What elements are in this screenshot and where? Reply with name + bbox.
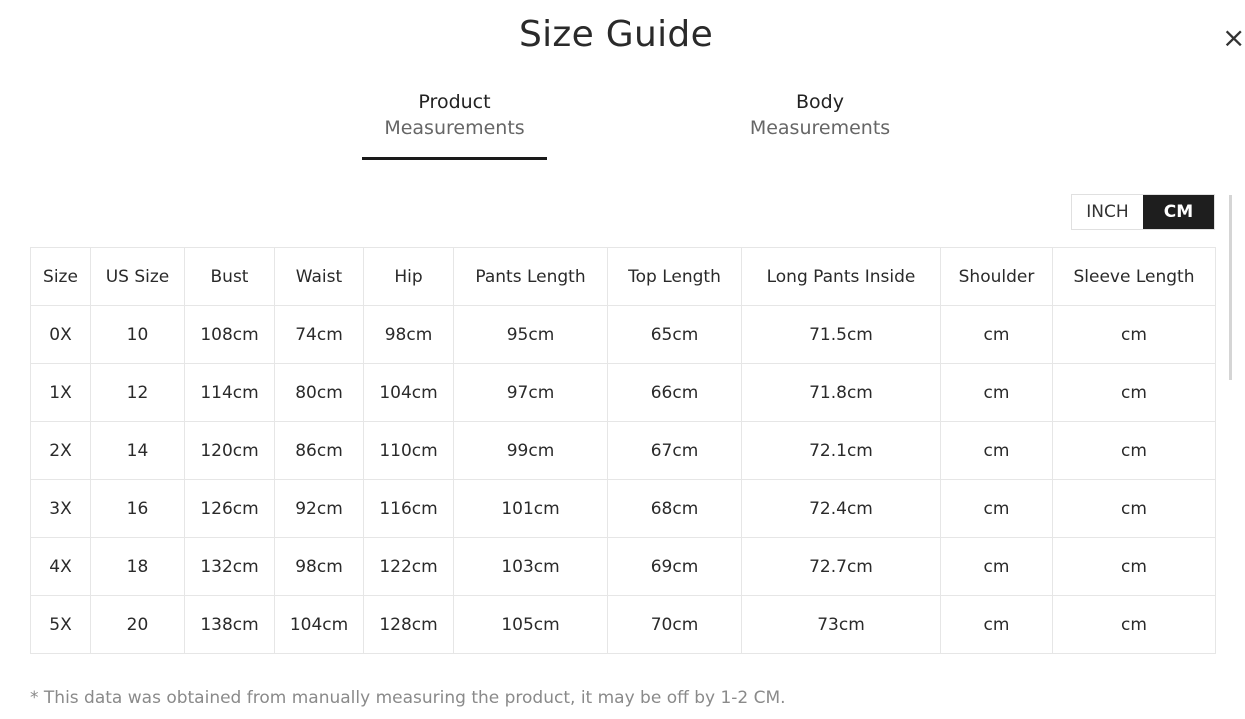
table-cell: 18	[91, 538, 185, 596]
table-row	[31, 364, 1216, 422]
table-cell: cm	[1053, 596, 1216, 654]
table-cell: cm	[1053, 364, 1216, 422]
table-cell: 104cm	[275, 596, 364, 654]
table-cell: 138cm	[185, 596, 275, 654]
table-cell: 132cm	[185, 538, 275, 596]
tab-body-measurements[interactable]	[735, 90, 905, 160]
table-cell: cm	[1053, 306, 1216, 364]
table-cell: 3X	[31, 480, 91, 538]
table-cell: 66cm	[608, 364, 742, 422]
measurement-footnote: * This data was obtained from manually measuring the product, it may be off by 1-2 CM.	[30, 688, 786, 708]
table-cell: 98cm	[275, 538, 364, 596]
table-cell: 116cm	[364, 480, 454, 538]
table-cell: 2X	[31, 422, 91, 480]
table-cell: cm	[941, 364, 1053, 422]
table-cell: 80cm	[275, 364, 364, 422]
table-cell: 126cm	[185, 480, 275, 538]
table-cell: 73cm	[742, 596, 941, 654]
table-cell: 128cm	[364, 596, 454, 654]
table-cell: 65cm	[608, 306, 742, 364]
column-header: US Size	[91, 248, 185, 306]
scrollbar[interactable]	[1229, 195, 1232, 380]
column-header: Top Length	[608, 248, 742, 306]
table-cell: cm	[941, 596, 1053, 654]
table-cell: 86cm	[275, 422, 364, 480]
table-cell: 4X	[31, 538, 91, 596]
table-cell: 103cm	[454, 538, 608, 596]
table-cell: 1X	[31, 364, 91, 422]
column-header: Bust	[185, 248, 275, 306]
table-cell: 122cm	[364, 538, 454, 596]
column-header: Sleeve Length	[1053, 248, 1216, 306]
tab-label-line2: Measurements	[384, 117, 525, 139]
table-cell: 97cm	[454, 364, 608, 422]
table-cell: 20	[91, 596, 185, 654]
table-cell: 99cm	[454, 422, 608, 480]
modal-title: Size Guide	[518, 14, 714, 55]
tab-label-line1: Product	[418, 91, 491, 113]
table-cell: cm	[941, 480, 1053, 538]
table-cell: 5X	[31, 596, 91, 654]
table-cell: 72.4cm	[742, 480, 941, 538]
table-cell: 120cm	[185, 422, 275, 480]
table-cell: 108cm	[185, 306, 275, 364]
table-cell: cm	[1053, 422, 1216, 480]
table-cell: 114cm	[185, 364, 275, 422]
table-cell: 101cm	[454, 480, 608, 538]
table-cell: 98cm	[364, 306, 454, 364]
tab-product-measurements[interactable]	[362, 90, 547, 160]
table-row	[31, 422, 1216, 480]
active-tab-indicator	[362, 157, 547, 160]
unit-toggle	[1071, 194, 1215, 230]
table-cell: 10	[91, 306, 185, 364]
table-cell: 72.1cm	[742, 422, 941, 480]
column-header: Hip	[364, 248, 454, 306]
table-cell: 14	[91, 422, 185, 480]
table-cell: 105cm	[454, 596, 608, 654]
close-icon[interactable]: ×	[1222, 21, 1245, 54]
table-cell: cm	[941, 422, 1053, 480]
table-cell: 69cm	[608, 538, 742, 596]
column-header: Shoulder	[941, 248, 1053, 306]
table-cell: 70cm	[608, 596, 742, 654]
tab-label-line2: Measurements	[749, 117, 891, 139]
table-cell: 71.8cm	[742, 364, 941, 422]
tab-label-line1: Body	[796, 91, 844, 113]
column-header: Long Pants Inside	[742, 248, 941, 306]
table-cell: cm	[941, 306, 1053, 364]
table-cell: 67cm	[608, 422, 742, 480]
table-row	[31, 306, 1216, 364]
column-header: Waist	[275, 248, 364, 306]
table-cell: 12	[91, 364, 185, 422]
table-cell: cm	[941, 538, 1053, 596]
table-cell: 110cm	[364, 422, 454, 480]
table-row	[31, 596, 1216, 654]
table-cell: 104cm	[364, 364, 454, 422]
table-cell: 92cm	[275, 480, 364, 538]
table-cell: 95cm	[454, 306, 608, 364]
column-header: Pants Length	[454, 248, 608, 306]
column-header: Size	[31, 248, 91, 306]
table-cell: 16	[91, 480, 185, 538]
table-cell: 72.7cm	[742, 538, 941, 596]
table-cell: 0X	[31, 306, 91, 364]
unit-inch-button[interactable]: INCH	[1072, 195, 1143, 229]
size-table-container	[30, 247, 1215, 654]
table-cell: 71.5cm	[742, 306, 941, 364]
table-row	[31, 480, 1216, 538]
unit-cm-button[interactable]: CM	[1143, 195, 1214, 229]
table-cell: 68cm	[608, 480, 742, 538]
size-table	[30, 247, 1216, 654]
table-cell: cm	[1053, 480, 1216, 538]
table-cell: 74cm	[275, 306, 364, 364]
table-cell: cm	[1053, 538, 1216, 596]
table-row	[31, 538, 1216, 596]
table-header-row	[31, 248, 1216, 306]
